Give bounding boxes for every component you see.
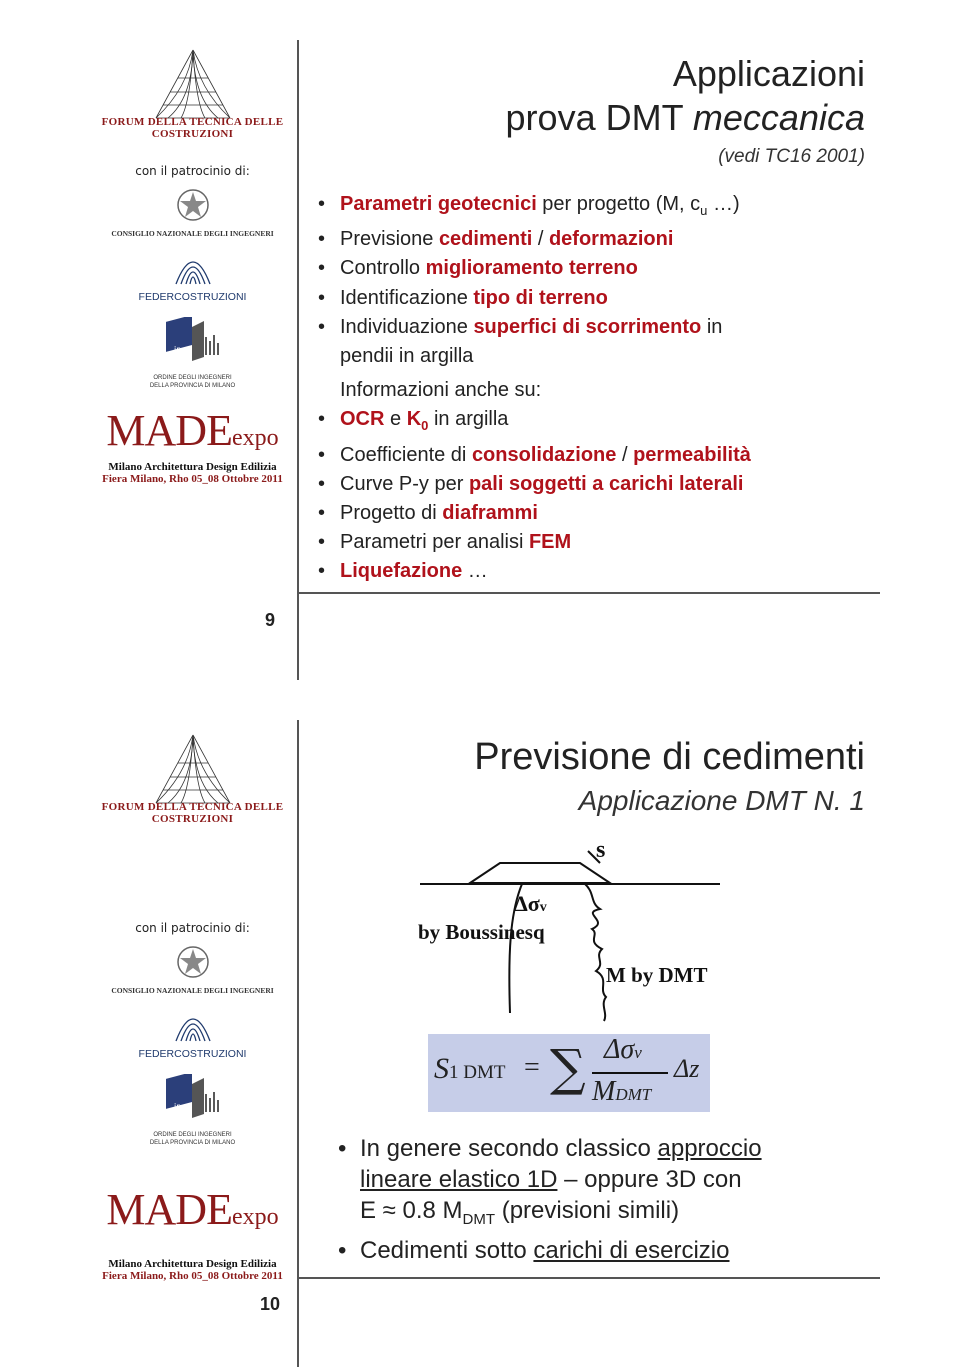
bullet-dot-icon: •	[318, 228, 326, 251]
ordine-line2: DELLA PROVINCIA DI MILANO	[149, 1140, 236, 1146]
ordine-label	[90, 374, 295, 390]
bullet-dot-icon: •	[318, 315, 326, 338]
bullet-list	[330, 1133, 762, 1266]
forum-label: FORUM DELLA TECNICA DELLE COSTRUZIONI	[101, 801, 284, 825]
sidebar	[90, 733, 295, 1282]
cni-emblem	[90, 188, 295, 227]
federcostruzioni-logo	[90, 248, 295, 291]
made-expo-logo	[90, 1187, 295, 1240]
bullet-item	[310, 313, 751, 342]
formula-numerator	[604, 1034, 642, 1066]
cni-label: CONSIGLIO NAZIONALE DEGLI INGEGNERI	[111, 986, 274, 995]
formula-lhs	[434, 1052, 505, 1086]
ordine-logo	[90, 317, 295, 372]
bullet-item	[310, 342, 751, 371]
made-subtitle: Milano Architettura Design Edilizia	[108, 461, 277, 473]
bullet-text: Curve P-y per	[340, 472, 469, 495]
svg-text:ing: ing	[173, 345, 186, 354]
bullet-dot-icon: •	[318, 286, 326, 309]
formula-s: S	[434, 1052, 449, 1085]
bullet-item-cont	[330, 1195, 762, 1235]
slide-10	[0, 683, 960, 1367]
slide-title	[474, 735, 865, 817]
formula-num-sub: v	[634, 1043, 642, 1062]
bullet-item	[330, 1133, 762, 1164]
bullet-dot-icon: •	[318, 502, 326, 525]
ordine-logo	[90, 1074, 295, 1129]
label-delta-sigma-sub: v	[539, 900, 547, 915]
formula-denominator	[592, 1076, 651, 1108]
divider-horizontal	[297, 1277, 880, 1279]
bullet-text: tipo di terreno	[473, 286, 608, 309]
sidebar	[90, 48, 295, 485]
bullet-text: …)	[707, 193, 740, 215]
bullet-dot-icon: •	[318, 560, 326, 583]
bullet-item	[310, 499, 751, 528]
title-line2	[506, 96, 865, 140]
bullet-text: in argilla	[428, 408, 509, 431]
made-expo-text: expo	[231, 425, 279, 451]
bullet-text: e	[384, 408, 407, 431]
bullet-text: Identificazione	[340, 286, 474, 309]
bullet-item	[310, 376, 751, 405]
bullet-item-cont	[330, 1164, 762, 1195]
bullet-dot-icon: •	[318, 257, 326, 280]
bullet-dot-icon: •	[318, 443, 326, 466]
slide-number: 9	[264, 610, 275, 630]
federcostruzioni-logo	[90, 1005, 295, 1048]
forum-logo	[90, 48, 295, 120]
made-text: MADE	[106, 1185, 232, 1234]
bullet-text: per progetto (M, c	[536, 193, 701, 215]
bullet1-line2-a: lineare elastico 1D	[360, 1166, 558, 1193]
bullet2-text-a: Cedimenti sotto	[360, 1236, 534, 1264]
bullet-text: K	[406, 408, 422, 431]
bullet-text: 0	[421, 418, 429, 434]
bullet-text: OCR	[340, 408, 385, 431]
label-m-dmt: M by DMT	[606, 963, 708, 987]
bullet-dot-icon: •	[318, 531, 326, 554]
bullet-item	[310, 254, 751, 283]
bullet-text: FEM	[528, 531, 572, 554]
forum-logo	[90, 733, 295, 805]
bullet-text: Parametri geotecnici	[340, 193, 537, 215]
made-expo-text: expo	[231, 1204, 279, 1230]
svg-text:ing: ing	[173, 1102, 186, 1111]
ordine-label	[90, 1131, 295, 1147]
bullet-text: pendii in argilla	[340, 345, 474, 368]
ordine-line1: ORDINE DEGLI INGEGNERI	[153, 1132, 232, 1138]
label-delta-sigma-v	[514, 891, 547, 917]
bullet-item	[330, 1235, 762, 1266]
formula-den-sub: DMT	[615, 1085, 652, 1104]
divider-horizontal	[297, 592, 880, 594]
bullet-text: cedimenti	[438, 228, 533, 251]
divider-vertical	[297, 40, 299, 680]
title-line1: Applicazioni	[672, 53, 865, 94]
slide-title	[506, 52, 865, 168]
bullet-text: superfici di scorrimento	[473, 315, 702, 338]
cni-label: CONSIGLIO NAZIONALE DEGLI INGEGNERI	[111, 229, 274, 238]
patrocinio-label: con il patrocinio di:	[135, 164, 250, 178]
bullet-dot-icon: •	[318, 408, 326, 431]
title-line2-plain: prova DMT	[505, 97, 693, 138]
bullet-text: diaframmi	[442, 502, 538, 525]
bullet-dot-icon: •	[318, 193, 326, 215]
bullet-item	[310, 190, 751, 225]
bullet-text: …	[462, 560, 488, 583]
bullet-item	[310, 284, 751, 313]
bullet-text: Individuazione	[340, 315, 474, 338]
made-subtitle: Milano Architettura Design Edilizia	[108, 1258, 277, 1270]
bullet1-text-a: In genere secondo classico	[360, 1135, 658, 1162]
title: Previsione di cedimenti	[474, 736, 865, 778]
bullet-item	[310, 557, 751, 586]
bullet-text: Progetto di	[340, 502, 443, 525]
bullet-item	[310, 405, 751, 440]
bullet1-line3-b: (previsioni simili)	[495, 1197, 680, 1224]
bullet-text: miglioramento terreno	[425, 257, 638, 280]
slide-number: 10	[259, 1294, 281, 1314]
bullet-text: Controllo	[340, 257, 426, 280]
formula-num: Δσ	[604, 1034, 635, 1065]
bullet-item	[310, 528, 751, 557]
made-expo-logo	[90, 408, 295, 461]
formula-box	[428, 1034, 710, 1112]
ordine-line2: DELLA PROVINCIA DI MILANO	[149, 383, 236, 389]
formula-den: M	[592, 1076, 616, 1107]
slide-9	[0, 0, 960, 680]
bullet-text: in	[701, 315, 723, 338]
bullet1-line2-b: – oppure 3D con	[557, 1166, 742, 1193]
formula-dz: Δz	[674, 1054, 700, 1083]
patrocinio-label: con il patrocinio di:	[135, 921, 250, 935]
bullet-item	[310, 441, 751, 470]
bullet1-line3-a: E ≈ 0.8 M	[360, 1197, 463, 1224]
title-subtitle: (vedi TC16 2001)	[718, 146, 865, 167]
bullet-text: u	[700, 203, 708, 218]
ordine-line1: ORDINE DEGLI INGEGNERI	[153, 375, 232, 381]
federcostruzioni-label: FEDERCOSTRUZIONI	[138, 1048, 247, 1060]
formula-fraction-bar	[592, 1072, 668, 1074]
federcostruzioni-label: FEDERCOSTRUZIONI	[138, 291, 247, 303]
label-boussinesq: by Boussinesq	[418, 920, 545, 944]
bullet-dot-icon: •	[338, 1135, 347, 1162]
bullet-text: permeabilità	[633, 443, 751, 466]
bullet2-text-b: carichi di esercizio	[533, 1236, 730, 1264]
made-dates: Fiera Milano, Rho 05_08 Ottobre 2011	[102, 1270, 283, 1282]
subtitle: Applicazione DMT N. 1	[578, 785, 865, 816]
bullet-item	[310, 225, 751, 254]
bullet-text: Liquefazione	[340, 560, 463, 583]
settlement-diagram	[410, 837, 730, 1023]
made-text: MADE	[106, 406, 232, 455]
bullet-text: consolidazione	[471, 443, 617, 466]
bullet1-line3-sub: DMT	[462, 1210, 496, 1228]
title-line2-italic: meccanica	[692, 97, 865, 138]
bullet-item	[310, 470, 751, 499]
bullet-dot-icon: •	[318, 472, 326, 495]
bullet-list	[310, 190, 751, 587]
bullet-text: /	[532, 228, 549, 251]
cni-emblem	[90, 945, 295, 984]
formula-sum: ∑	[550, 1039, 586, 1097]
bullet-text: Previsione	[340, 228, 439, 251]
bullet-text: Coefficiente di	[340, 443, 472, 466]
label-delta-sigma: Δσ	[514, 891, 540, 916]
forum-label: FORUM DELLA TECNICA DELLE COSTRUZIONI	[101, 116, 284, 140]
formula-s-sub: 1 DMT	[449, 1062, 506, 1083]
made-dates: Fiera Milano, Rho 05_08 Ottobre 2011	[102, 473, 283, 485]
bullet-dot-icon: •	[338, 1236, 347, 1264]
bullet-text: Parametri per analisi	[340, 531, 529, 554]
bullet-text: /	[616, 443, 634, 466]
divider-vertical	[297, 720, 299, 1367]
formula-equals: =	[524, 1052, 540, 1083]
bullet-text: deformazioni	[548, 228, 674, 251]
bullet1-text-b: approccio	[657, 1135, 762, 1162]
bullet-text: pali soggetti a carichi laterali	[468, 472, 744, 495]
label-s: s	[596, 837, 606, 863]
bullet-text: Informazioni anche su:	[340, 379, 542, 402]
